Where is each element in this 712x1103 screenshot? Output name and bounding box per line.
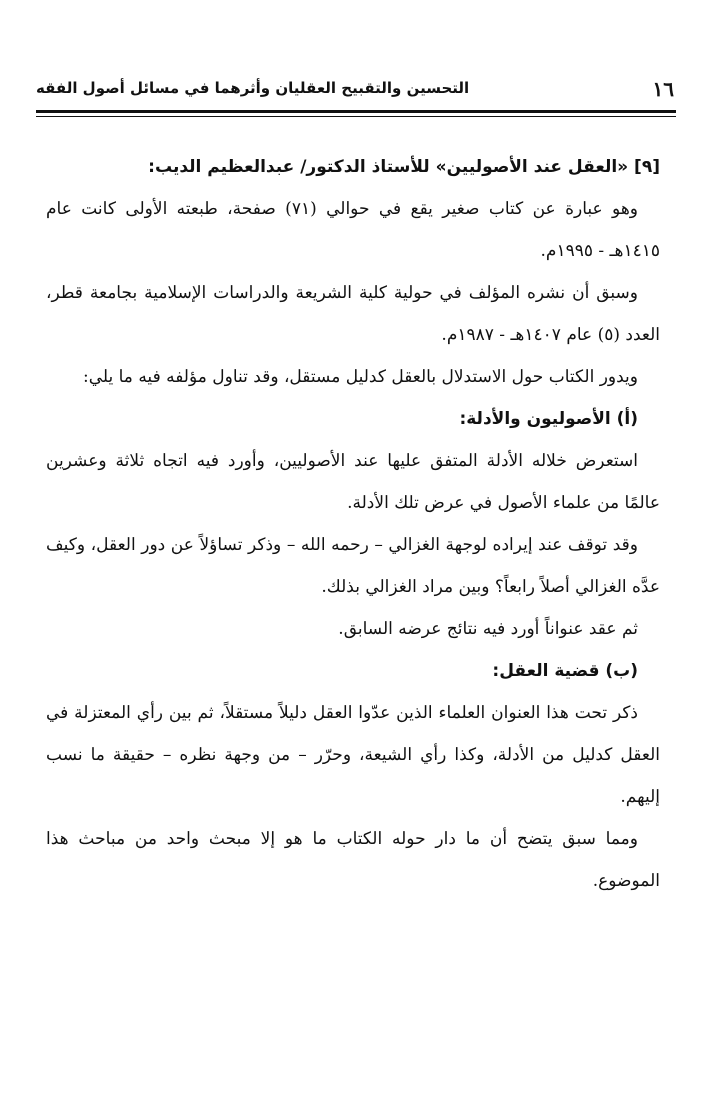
page-number: ١٦	[652, 77, 674, 101]
entry-heading: [٩] «العقل عند الأصوليين» للأستاذ الدكتور/ عبدالعظيم الديب:	[148, 157, 660, 177]
page-body	[46, 146, 660, 902]
paragraph-3: ويدور الكتاب حول الاستدلال بالعقل كدليل مستقل، وقد تناول مؤلفه فيه ما يلي:	[82, 367, 638, 387]
paragraph-1: وهو عبارة عن كتاب صغير يقع في حوالي (٧١) صفحة، طبعته الأولى كانت عام ١٤١٥هـ - ١٩٩٥م.	[46, 199, 660, 261]
paragraph-8: ومما سبق يتضح أن ما دار حوله الكتاب ما هو إلا مبحث واحد من مباحث هذا الموضوع.	[46, 829, 660, 891]
running-title: التحسين والتقبيح العقليان وأثرهما في مسائل أصول الفقه	[36, 79, 470, 97]
section-b-heading: (ب) قضية العقل:	[492, 661, 638, 681]
paragraph-7: ذكر تحت هذا العنوان العلماء الذين عدّوا العقل دليلاً مستقلاً، ثم بين رأي المعتزلة في العقل كدليل من الأدلة، وكذا رأي الشيعة، وحرّر – من وجهة نظره – حقيقة ما نسب إليهم.	[46, 703, 660, 807]
paragraph-5: وقد توقف عند إيراده لوجهة الغزالي – رحمه الله – وذكر تساؤلاً عن دور العقل، وكيف عدَّه الغزالي أصلاً رابعاً؟ وبين مراد الغزالي بذلك.	[46, 535, 660, 597]
header-rule-thick	[36, 110, 676, 113]
header-rule-thin	[36, 116, 676, 117]
section-a-heading: (أ) الأصوليون والأدلة:	[459, 409, 638, 429]
page-header	[36, 75, 676, 103]
paragraph-6: ثم عقد عنواناً أورد فيه نتائج عرضه السابق.	[338, 619, 638, 639]
paragraph-2: وسبق أن نشره المؤلف في حولية كلية الشريعة والدراسات الإسلامية بجامعة قطر، العدد (٥) عام ١٤٠٧هـ - ١٩٨٧م.	[46, 283, 660, 345]
paragraph-4: استعرض خلاله الأدلة المتفق عليها عند الأصوليين، وأورد فيه اتجاه ثلاثة وعشرين عالمًا من علماء الأصول في عرض تلك الأدلة.	[46, 451, 660, 513]
